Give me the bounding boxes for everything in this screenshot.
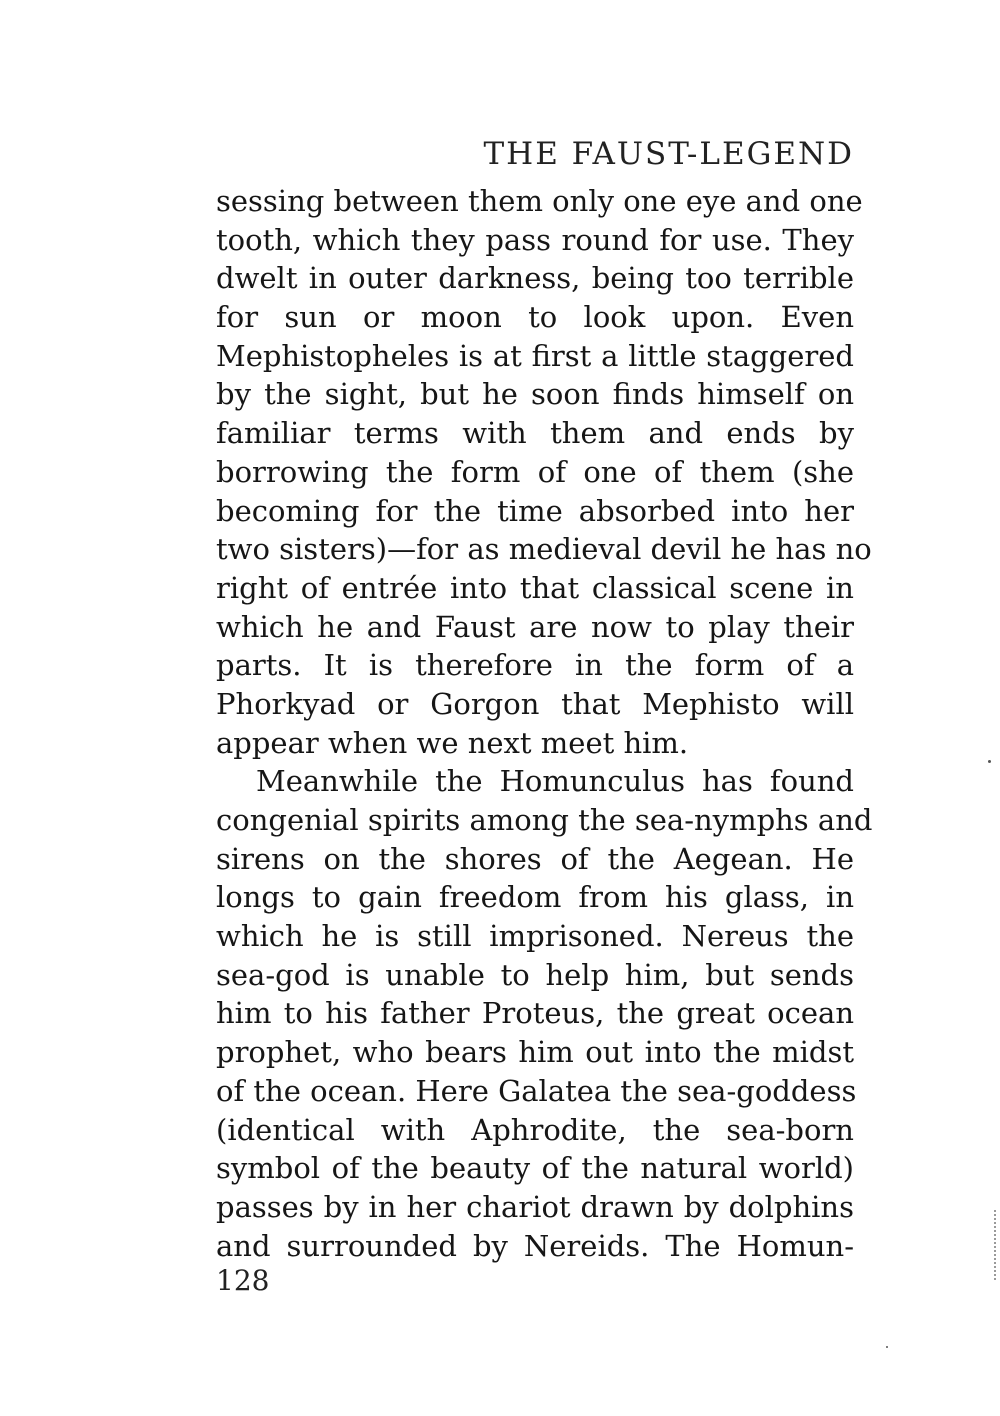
text-line: appear when we next meet him. <box>216 725 689 760</box>
text-line: for sun or moon to look upon. Even <box>216 300 854 335</box>
text-line: tooth, which they pass round for use. They <box>216 222 854 257</box>
text-line: becoming for the time absorbed into her <box>216 493 854 528</box>
text-line: longs to gain freedom from his glass, in <box>216 880 854 915</box>
text-line: him to his father Proteus, the great ocean <box>216 996 854 1031</box>
body-text <box>216 182 873 1265</box>
text-line: two sisters)—for as medieval devil he has no <box>216 532 872 567</box>
text-line: which he is still imprisoned. Nereus the <box>216 919 854 954</box>
running-head: THE FAUST-LEGEND <box>483 136 854 172</box>
paragraph <box>216 182 872 762</box>
text-line: of the ocean. Here Galatea the sea-goddess <box>216 1073 857 1108</box>
text-line: right of entrée into that classical scene in <box>216 570 854 605</box>
text-line: prophet, who bears him out into the midst <box>216 1035 854 1070</box>
text-line: sea-god is unable to help him, but sends <box>216 957 854 992</box>
text-line: parts. It is therefore in the form of a <box>216 648 854 683</box>
text-line: symbol of the beauty of the natural world) <box>216 1151 854 1186</box>
scan-edge-mark <box>994 1210 998 1280</box>
text-line: congenial spirits among the sea-nymphs and <box>216 803 873 837</box>
text-line: which he and Faust are now to play their <box>216 609 854 644</box>
text-line: sessing between them only one eye and one <box>216 184 863 218</box>
text-line: passes by in her chariot drawn by dolphins <box>216 1189 854 1224</box>
scan-speck <box>886 1346 888 1348</box>
text-line: and surrounded by Nereids. The Homun- <box>216 1228 854 1263</box>
text-line: dwelt in outer darkness, being too terrible <box>216 261 854 296</box>
text-line: sirens on the shores of the Aegean. He <box>216 841 854 876</box>
scan-speck <box>988 760 991 763</box>
text-line: borrowing the form of one of them (she <box>216 454 854 489</box>
text-line: (identical with Aphrodite, the sea-born <box>216 1112 854 1147</box>
text-line: familiar terms with them and ends by <box>216 416 854 451</box>
text-line: by the sight, but he soon finds himself on <box>216 377 854 412</box>
text-line: Phorkyad or Gorgon that Mephisto will <box>216 686 854 721</box>
text-line: Meanwhile the Homunculus has found <box>256 764 854 799</box>
page-number: 128 <box>216 1264 270 1297</box>
paragraph <box>216 762 873 1265</box>
text-line: Mephistopheles is at first a little staggered <box>216 338 854 373</box>
